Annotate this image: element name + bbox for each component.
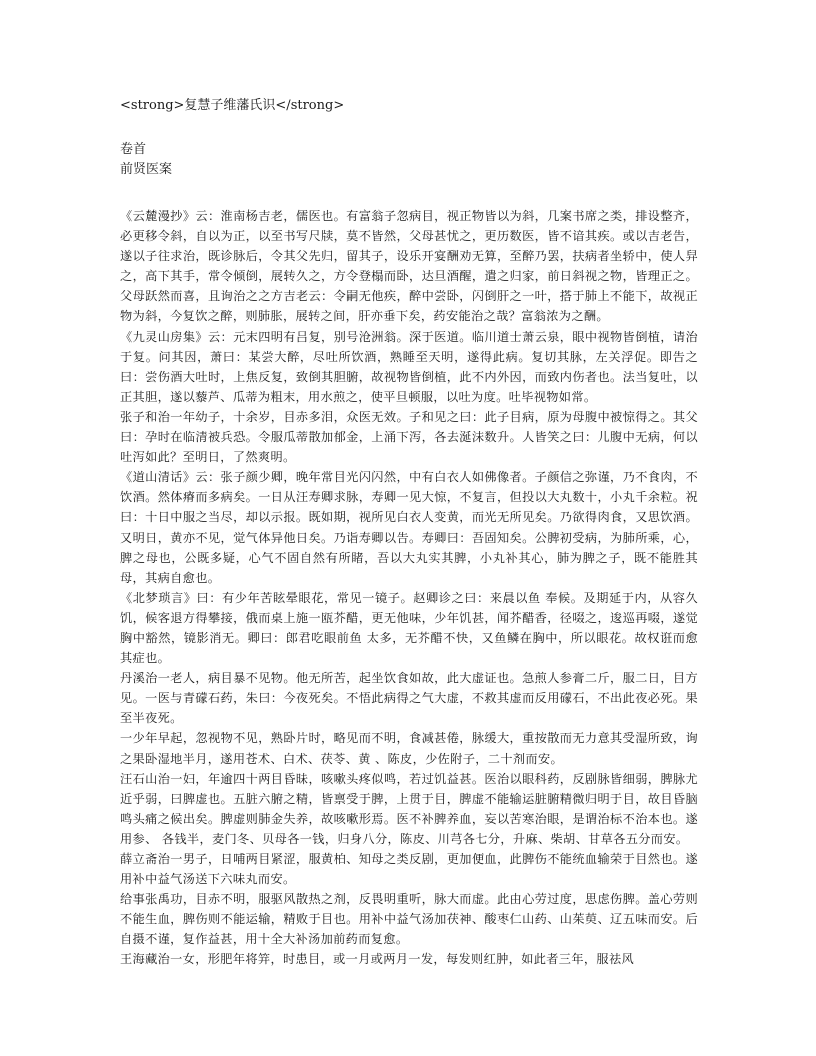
paragraph: 《道山清话》云：张子颜少卿，晚年常目光闪闪然，中有白衣人如佛像者。子颜信之弥谨，乃不食肉，不饮酒。然体瘠而多病矣。一日从汪寿卿求脉，寿卿一见大惊，不复言，但投以大丸数十，小丸千余粒。祝曰：十日中服之当尽，却以示报。既如期，视所见白衣人变黄，而光无所见矣。乃欲得肉食，又思饮酒。又明日，黄亦不见，觉气体异他日矣。乃诣寿卿以告。寿卿曰：吾固知矣。公脾初受病，为肺所乘，心，脾之母也，公既多疑，心气不固自然有所睹，吾以大丸实其脾，小丸补其心，肺为脾之子，既不能胜其母，其病自愈也。 <box>120 470 698 585</box>
paragraph: 王海藏治一女，形肥年将笄，时患目，或一月或两月一发，每发则红肿，如此者三年，服祛风 <box>120 952 635 967</box>
document-body <box>120 206 698 970</box>
paragraph: 一少年早起，忽视物不见，熟卧片时，略见而不明，食减甚倦，脉缓大，重按散而无力意其受湿所致，询之果卧湿地半月，遂用苍术、白术、茯苓、黄 、陈皮，少佐附子，二十剂而安。 <box>120 731 698 766</box>
paragraph: 《北梦琐言》曰：有少年苦眩晕眼花，常见一镜子。赵卿诊之曰：来晨以鱼 奉候。及期延于内，从容久饥，候客退方得攀接，俄而桌上施一瓯芥醋，更无他味，少年饥甚，闻芥醋香，径啜之，逡巡再啜，遂觉胸中豁然，镜影消无。卿曰：郎君吃眼前鱼 太多，无芥醋不快，又鱼鳞在胸中，所以眼花。故权诳而愈其症也。 <box>120 590 698 666</box>
paragraph: 汪石山治一妇，年逾四十两目昏昧，咳嗽头疼似鸣，若过饥益甚。医治以眼科药，反剧脉皆细弱，脾脉尤近乎弱，曰脾虚也。五脏六腑之精，皆禀受于脾，上贯于目，脾虚不能输运脏腑精微归明于目，故目昏脑鸣头痛之候出矣。脾虚则肺金失养，故咳嗽形焉。医不补脾养血，妄以苦寒治眼，是谓治标不治本也。遂用参、 各钱半，麦门冬、贝母各一钱，归身八分，陈皮、川芎各七分，升麻、柴胡、甘草各五分而安。 <box>120 771 698 846</box>
section-title: 前贤医案 <box>120 162 173 177</box>
header-title: <strong>复慧子维藩氏识</strong> <box>120 98 345 113</box>
paragraph: 给事张禹功，目赤不明，服驱风散热之剂，反畏明重听，脉大而虚。此由心劳过度，思虑伤脾。盖心劳则不能生血，脾伤则不能运输，精败于目也。用补中益气汤加茯神、酸枣仁山药、山茱萸、辽五味而安。后自摄不谨，复作益甚，用十全大补汤加前药而复愈。 <box>120 892 698 947</box>
paragraph: 张子和治一年幼子，十余岁，目赤多泪，众医无效。子和见之曰：此子目病，原为母腹中被惊得之。其父曰：孕时在临清被兵恐。令服瓜蒂散加郁金，上涌下泻，各去涎沫数升。人皆笑之曰：儿腹中无病，何以吐泻如此？至明日，了然爽明。 <box>120 409 698 465</box>
paragraph: 薛立斋治一男子，日哺两目紧涩，服黄柏、知母之类反剧，更加便血，此脾伤不能统血输荣于目然也。遂用补中益气汤送下六味丸而安。 <box>120 852 698 887</box>
paragraph: 丹溪治一老人，病目暴不见物。他无所苦，起坐饮食如故，此大虚证也。急煎人参膏二斤，服二日，目方见。一医与青礞石药，朱曰：今夜死矣。不悟此病得之气大虚，不救其虚而反用礞石，不出此夜必死。果至半夜死。 <box>120 671 698 726</box>
paragraph: 《云麓漫抄》云：淮南杨吉老，儒医也。有富翁子忽病目，视正物皆以为斜，几案书席之类，排设整齐，必更移令斜，自以为正，以至书写尺牍，莫不皆然，父母甚忧之，更历数医，皆不谙其疾。或以吉老告，遂以子往求治，既诊脉后，令其父先归，留其子，设乐开宴酬劝无算，至醉乃罢，扶病者坐轿中，使人舁之，高下其手，常令倾倒，展转久之，方令登榻而卧，达旦酒醒，遣之归家，前日斜视之物，皆理正之。父母跃然而喜，且询治之之方吉老云：令嗣无他疾，醉中尝卧，闪倒肝之一叶，搭于肺上不能下，故视正物为斜，今复饮之醉，则肺胀，展转之间，肝亦垂下矣，药安能治之哉？富翁浓为之酬。 <box>120 209 698 324</box>
paragraph: 《九灵山房集》云：元末四明有吕复，别号沧洲翁。深于医道。临川道士萧云泉，眼中视物皆倒植，请治于复。问其因，萧曰：某尝大醉，尽吐所饮酒，熟睡至天明，遂得此病。复切其脉，左关浮促。即告之曰：尝伤酒大吐时，上焦反复，致倒其胆腑，故视物皆倒植，此不内外因，而致内伤者也。法当复吐，以正其胆，遂以藜芦、瓜蒂为粗末，用水煎之，使平旦顿服，以吐为度。吐毕视物如常。 <box>120 329 698 404</box>
volume-heading <box>120 140 172 180</box>
volume-name: 卷首 <box>120 142 147 157</box>
